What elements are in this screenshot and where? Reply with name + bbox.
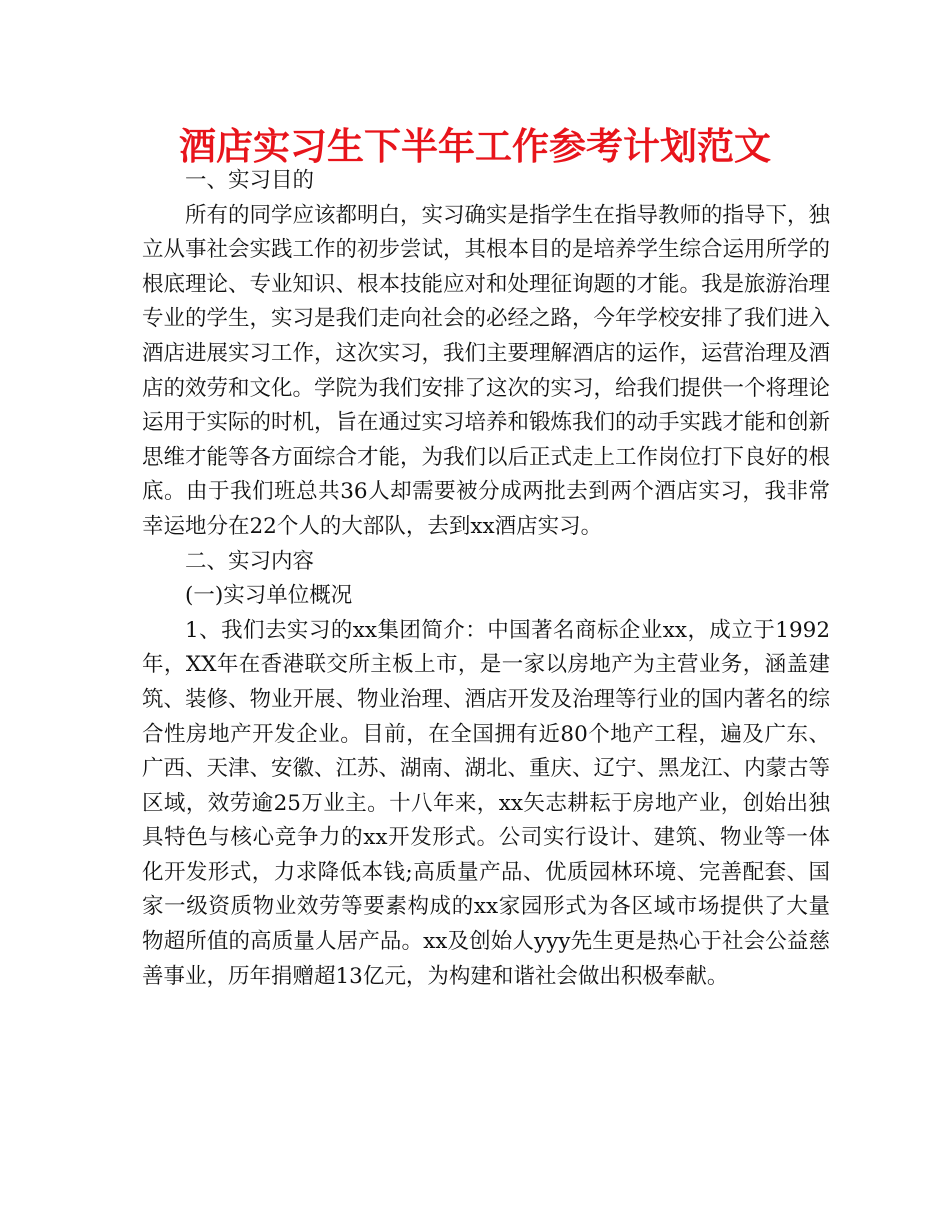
- subsection-heading-overview: (一)实习单位概况: [185, 583, 353, 609]
- document-title: 酒店实习生下半年工作参考计划范文: [179, 125, 771, 168]
- paragraph-purpose: 所有的同学应该都明白，实习确实是指学生在指导教师的指导下，独立从事社会实践工作的初步尝试，其根本目的是培养学生综合运用所学的根底理论、专业知识、根本技能应对和处理征询题的才能。我是旅游治理专业的学生，实习是我们走向社会的必经之路，今年学校安排了我们进入酒店进展实习工作，这次实习，我们主要理解酒店的运作，运营治理及酒店的效劳和文化。学院为我们安排了这次的实习，给我们提供一个将理论运用于实际的时机，旨在通过实习培养和锻炼我们的动手实践才能和创新思维才能等各方面综合才能，为我们以后正式走上工作岗位打下良好的根底。由于我们班总共36人却需要被分成两批去到两个酒店实习，我非常幸运地分在22个人的大部队，去到xx酒店实习。: [142, 202, 831, 539]
- paragraph-company-intro: 1、我们去实习的xx集团简介：中国著名商标企业xx，成立于1992年，XX年在香港联交所主板上市，是一家以房地产为主营业务，涵盖建筑、装修、物业开展、物业治理、酒店开发及治理等行业的国内著名的综合性房地产开发企业。目前，在全国拥有近80个地产工程，遍及广东、广西、天津、安徽、江苏、湖南、湖北、重庆、辽宁、黑龙江、内蒙古等区域，效劳逾25万业主。十八年来，xx矢志耕耘于房地产业，创始出独具特色与核心竞争力的xx开发形式。公司实行设计、建筑、物业等一体化开发形式，力求降低本钱;高质量产品、优质园林环境、完善配套、国家一级资质物业效劳等要素构成的xx家园形式为各区域市场提供了大量物超所值的高质量人居产品。xx及创始人yyy先生更是热心于社会公益慈善事业，历年捐赠超13亿元，为构建和谐社会做出积极奉献。: [142, 617, 831, 989]
- document-body: [142, 164, 830, 994]
- section-heading-content: 二、实习内容: [185, 548, 315, 574]
- section-heading-purpose: 一、实习目的: [185, 168, 315, 193]
